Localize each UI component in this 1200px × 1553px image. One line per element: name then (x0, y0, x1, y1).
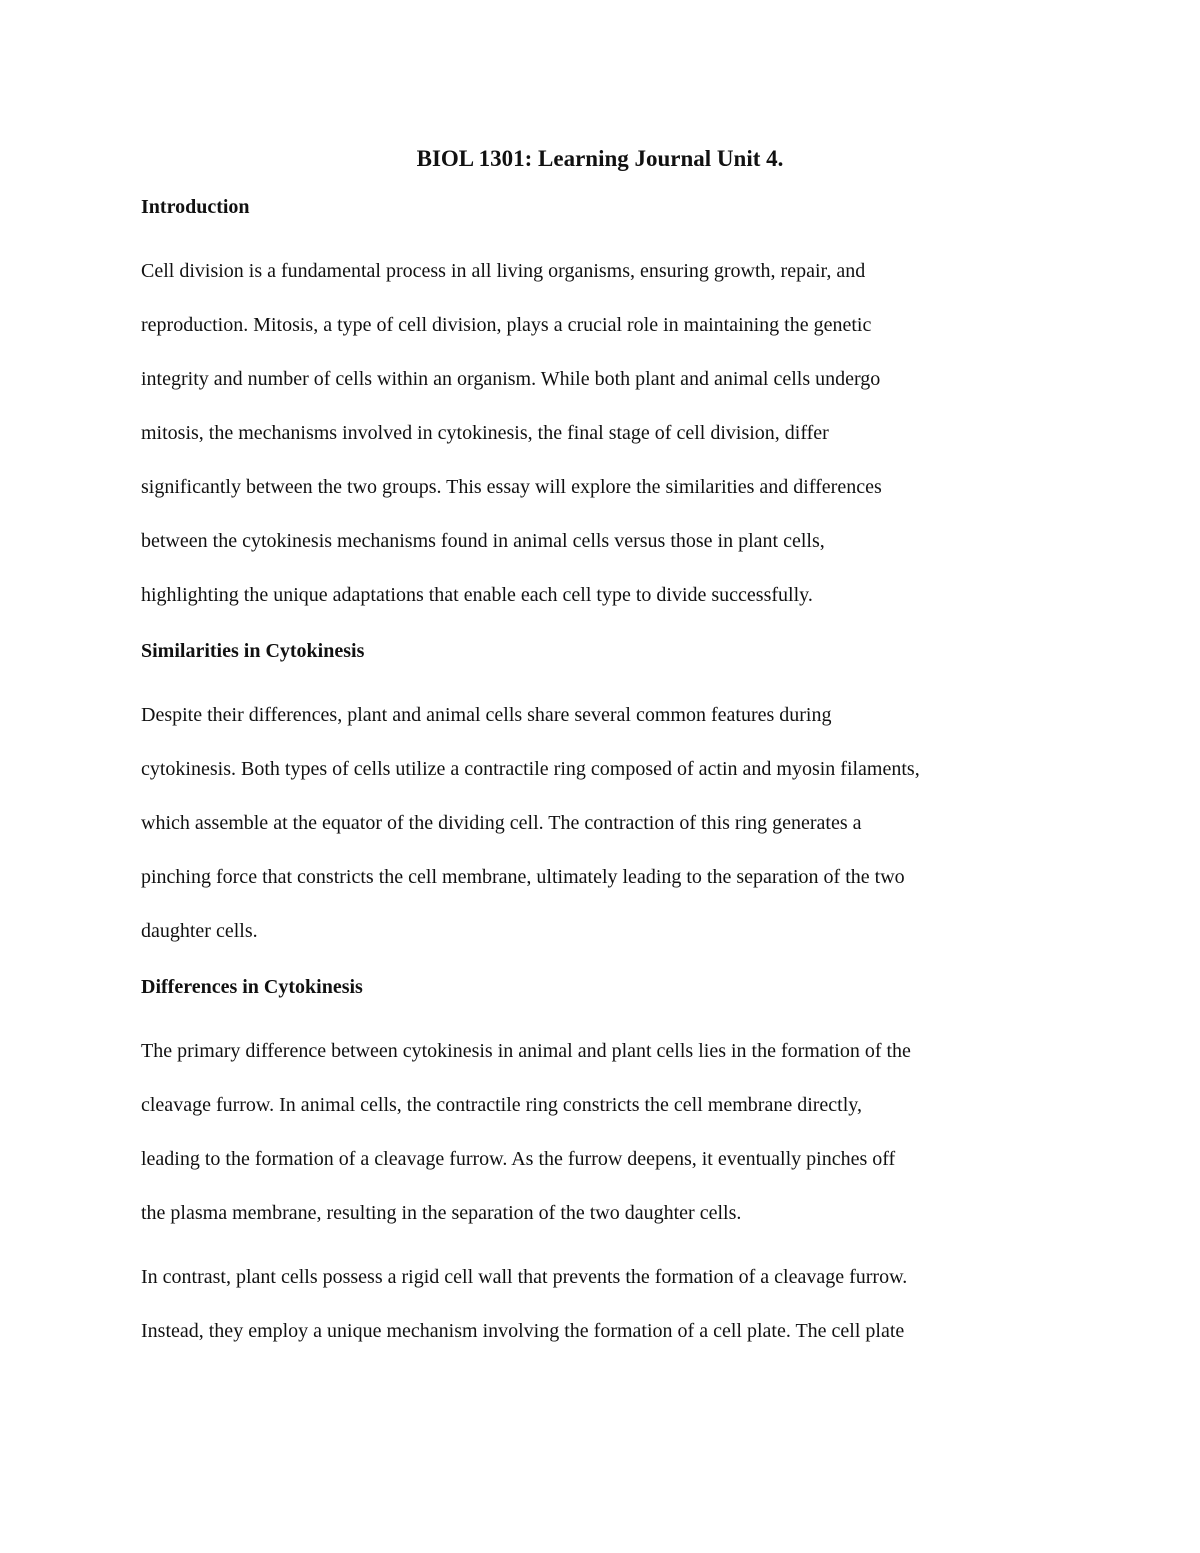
section-heading-differences: Differences in Cytokinesis (141, 976, 363, 998)
paragraph-differences-2 (141, 1250, 1066, 1358)
text-line: cytokinesis. Both types of cells utilize a contractile ring composed of actin and myosin filaments, (141, 758, 920, 780)
text-line: pinching force that constricts the cell membrane, ultimately leading to the separation of the two (141, 866, 905, 888)
section-heading-similarities: Similarities in Cytokinesis (141, 640, 365, 662)
text-line: reproduction. Mitosis, a type of cell division, plays a crucial role in maintaining the genetic (141, 314, 872, 336)
text-line: highlighting the unique adaptations that enable each cell type to divide successfully. (141, 584, 813, 606)
text-line: the plasma membrane, resulting in the separation of the two daughter cells. (141, 1202, 742, 1224)
paragraph-differences-1 (141, 1024, 1066, 1240)
paragraph-similarities (141, 688, 1066, 958)
text-line: between the cytokinesis mechanisms found in animal cells versus those in plant cells, (141, 530, 825, 552)
text-line: Despite their differences, plant and animal cells share several common features during (141, 704, 832, 726)
text-line: Instead, they employ a unique mechanism involving the formation of a cell plate. The cell plate (141, 1320, 905, 1342)
text-line: which assemble at the equator of the dividing cell. The contraction of this ring generates a (141, 812, 862, 834)
document-body (141, 192, 1066, 1358)
text-line: cleavage furrow. In animal cells, the contractile ring constricts the cell membrane directly, (141, 1094, 862, 1116)
text-line: The primary difference between cytokinesis in animal and plant cells lies in the formation of the (141, 1040, 911, 1062)
text-line: daughter cells. (141, 920, 258, 942)
text-line: leading to the formation of a cleavage furrow. As the furrow deepens, it eventually pinches off (141, 1148, 896, 1170)
text-line: Cell division is a fundamental process in all living organisms, ensuring growth, repair, and (141, 260, 866, 282)
paragraph-introduction (141, 244, 1066, 622)
text-line: In contrast, plant cells possess a rigid cell wall that prevents the formation of a cleavage furrow. (141, 1266, 908, 1288)
text-line: integrity and number of cells within an organism. While both plant and animal cells undergo (141, 368, 881, 390)
section-heading-introduction: Introduction (141, 196, 250, 218)
text-line: mitosis, the mechanisms involved in cytokinesis, the final stage of cell division, differ (141, 422, 829, 444)
text-line: significantly between the two groups. This essay will explore the similarities and differences (141, 476, 882, 498)
document-title: BIOL 1301: Learning Journal Unit 4. (416, 146, 784, 171)
